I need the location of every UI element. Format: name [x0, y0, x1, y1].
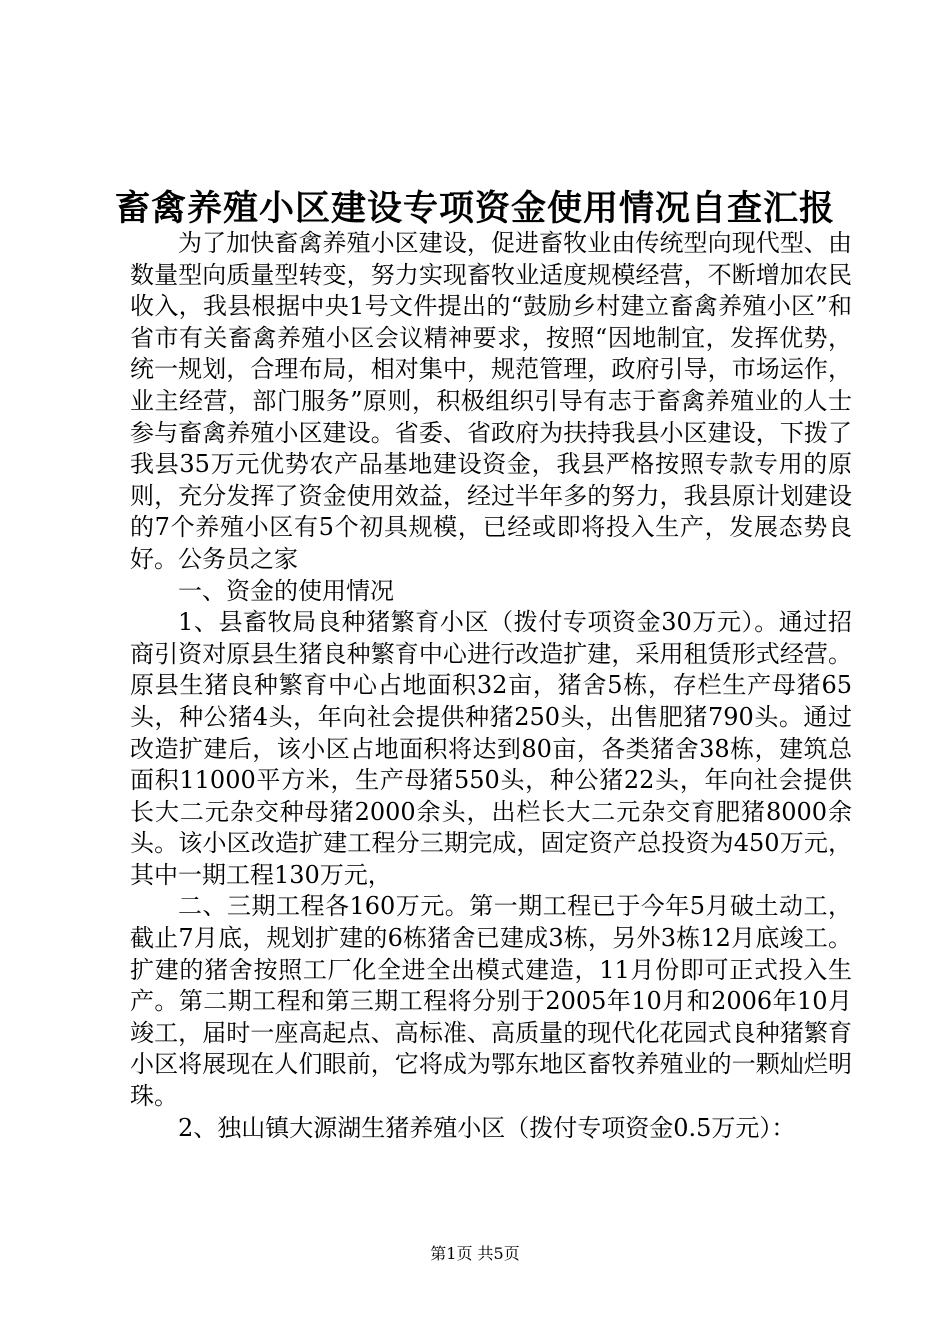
document-body	[130, 228, 852, 1144]
section-heading-funds-usage: 一、资金的使用情况	[178, 576, 394, 605]
paragraph-item-2: 2、独山镇大源湖生猪养殖小区（拨付专项资金0.5万元）：	[178, 1113, 796, 1142]
document-title: 畜禽养殖小区建设专项资金使用情况自查汇报	[114, 189, 835, 229]
paragraph-intro: 为了加快畜禽养殖小区建设，促进畜牧业由传统型向现代型、由数量型向质量型转变，努力实现畜牧业适度规模经营，不断增加农民收入，我县根据中央1号文件提出的“鼓励乡村建立畜禽养殖小区”和省市有关畜禽养殖小区会议精神要求，按照“因地制宜，发挥优势，统一规划，合理布局，相对集中，规范管理，政府引导，市场运作，业主经营，部门服务”原则，积极组织引导有志于畜禽养殖业的人士参与畜禽养殖小区建设。省委、省政府为扶持我县小区建设，下拨了我县35万元优势农产品基地建设资金，我县严格按照专款专用的原则，充分发挥了资金使用效益，经过半年多的努力，我县原计划建设的7个养殖小区有5个初具规模，已经或即将投入生产，发展态势良好。公务员之家	[130, 229, 852, 573]
page-footer: 第1页 共5页	[430, 1244, 520, 1263]
paragraph-phase-2-3: 二、三期工程各160万元。第一期工程已于今年5月破土动工，截止7月底，规划扩建的6栋猪舍已建成3栋，另外3栋12月底竣工。扩建的猪舍按照工厂化全进全出模式建造，11月份即可正式投入生产。第二期工程和第三期工程将分别于2005年10月和2006年10月竣工，届时一座高起点、高标准、高质量的现代化花园式良种猪繁育小区将展现在人们眼前，它将成为鄂东地区畜牧养殖业的一颗灿烂明珠。	[130, 892, 852, 1111]
paragraph-item-1: 1、县畜牧局良种猪繁育小区（拨付专项资金30万元）。通过招商引资对原县生猪良种繁育中心进行改造扩建，采用租赁形式经营。原县生猪良种繁育中心占地面积32亩，猪舍5栋，存栏生产母猪65头，种公猪4头，年向社会提供种猪250头，出售肥猪790头。通过改造扩建后，该小区占地面积将达到80亩，各类猪舍38栋，建筑总面积11000平方米，生产母猪550头，种公猪22头，年向社会提供长大二元杂交种母猪2000余头，出栏长大二元杂交育肥猪8000余头。该小区改造扩建工程分三期完成，固定资产总投资为450万元，其中一期工程130万元，	[130, 608, 852, 889]
